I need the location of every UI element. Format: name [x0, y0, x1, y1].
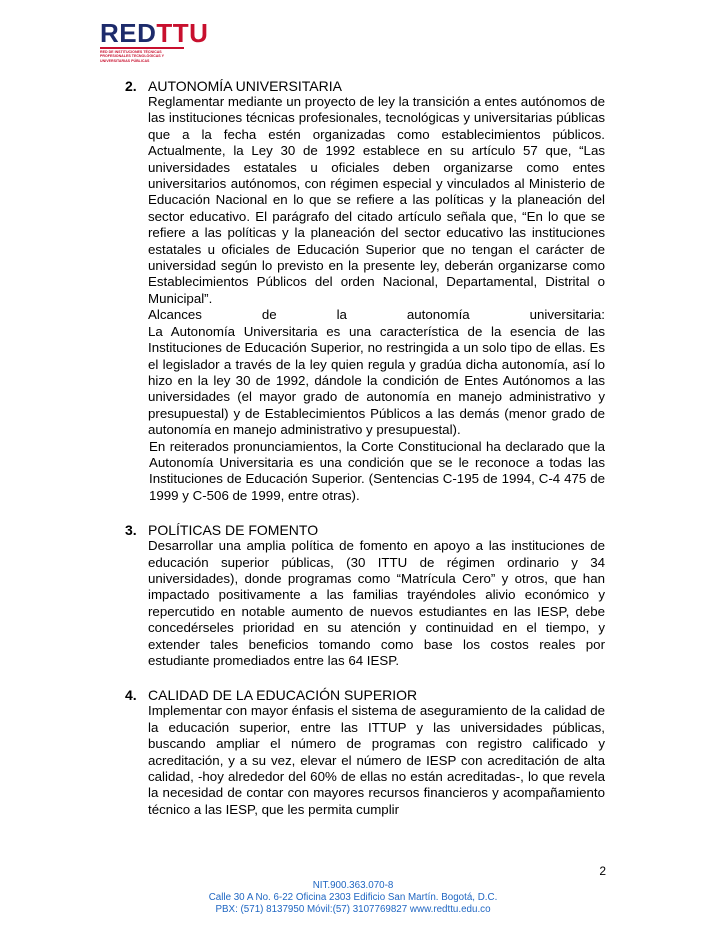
section-number: 3. [125, 522, 137, 539]
section-title: POLÍTICAS DE FOMENTO [148, 522, 319, 539]
logo-brand-accent: TTU [156, 18, 209, 48]
paragraph: Reglamentar mediante un proyecto de ley la transición a entes autónomos de las instituciones técnicas profesionales, tecnológicas y universitarias públicas que a la fecha estén organizadas como establecimientos públicos. Actualmente, la Ley 30 de 1992 establece en su artículo 57 que, “Las universidades estatales u oficiales deben organizarse como entes universitarios autónomos, con régimen especial y vinculados al Ministerio de Educación Nacional en lo que se refiere a las políticas y la planeación del sector educativo. El parágrafo del citado artículo señala que, “En lo que se refiere a las políticas y la planeación del sector educativo las instituciones estatales u oficiales de Educación Superior que no tengan el carácter de universidad según lo previsto en la presente ley, deberán organizarse como Establecimientos Públicos del orden Nacional, Departamental, Distrital o Municipal”. [148, 94, 605, 306]
section-politicas-fomento [125, 522, 605, 669]
paragraph: La Autonomía Universitaria es una característica de la esencia de las Instituciones de Educación Superior, no restringida a un solo tipo de ellas. Es el legislador a través de la ley quien regula y gradúa dicha autonomía, así lo hizo en la ley 30 de 1992, dándole la condición de Entes Autónomos a las universidades (el mayor grado de autonomía en manejo administrativo y presupuestal) y de Establecimientos Públicos a las demás (menor grado de autonomía en manejo administrativo y presupuestal). [148, 323, 605, 438]
section-number: 2. [125, 78, 137, 94]
section-heading [125, 522, 605, 538]
section-autonomia [125, 78, 605, 504]
page-number: 2 [599, 864, 606, 878]
paragraph: Implementar con mayor énfasis el sistema de aseguramiento de la calidad de la educación superior, entre las ITTUP y las universidades públicas, buscando ampliar el número de programas con registro calificado y acreditación, y a su vez, elevar el número de IESP con acreditación de alta calidad, -hoy alrededor del 60% de ellas no están acreditadas-, lo que revela la necesidad de contar con mayores recursos financieros y acompañamiento técnico a las IESP, que les permita cumplir [148, 703, 605, 817]
section-calidad [125, 687, 605, 818]
redttu-logo [100, 18, 209, 63]
section-title: CALIDAD DE LA EDUCACIÓN SUPERIOR [148, 687, 418, 704]
paragraph: Desarrollar una amplia política de fomento en apoyo a las instituciones de educación superior públicas, (30 ITTU de régimen ordinario y 34 universidades), donde programas como “Matrícula Cero” y otros, que han impactado positivamente a las familias trayéndoles alivio económico y repercutido en notable aumento de nuevos estudiantes en las IESP, debe concedérseles prioridad en su atención y continuidad en el tiempo, y extender tales beneficios tomando como base los costos reales por estudiante promediados entre las 64 IESP. [148, 538, 605, 668]
paragraph-subheading: Alcances de la autonomía universitaria: [148, 307, 605, 323]
logo-tagline: RED DE INSTITUCIONES TÉCNICAS PROFESIONALES TECNOLÓGICAS Y UNIVERSITARIAS PÚBLICAS [100, 50, 164, 63]
section-number: 4. [125, 687, 137, 704]
footer-contact: PBX: (571) 8137950 Móvil:(57) 3107769827 www.redttu.edu.co [215, 904, 491, 916]
document-body [125, 78, 605, 836]
paragraph: En reiterados pronunciamientos, la Corte Constitucional ha declarado que la Autonomía Universitaria es una condición que se le reconoce a todas las Instituciones de Educación Superior. (Sentencias C-195 de 1994, C-4 475 de 1999 y C-506 de 1999, entre otras). [149, 438, 605, 503]
footer-address: Calle 30 A No. 6-22 Oficina 2303 Edificio San Martín. Bogotá, D.C. [208, 892, 498, 904]
section-heading [125, 687, 605, 703]
logo-brand-main: RED [100, 18, 157, 48]
footer-nit: NIT.900.363.070-8 [312, 880, 394, 891]
section-heading [125, 78, 605, 94]
logo-wordmark [100, 18, 209, 48]
page-footer [0, 880, 706, 917]
section-title: AUTONOMÍA UNIVERSITARIA [148, 78, 342, 94]
